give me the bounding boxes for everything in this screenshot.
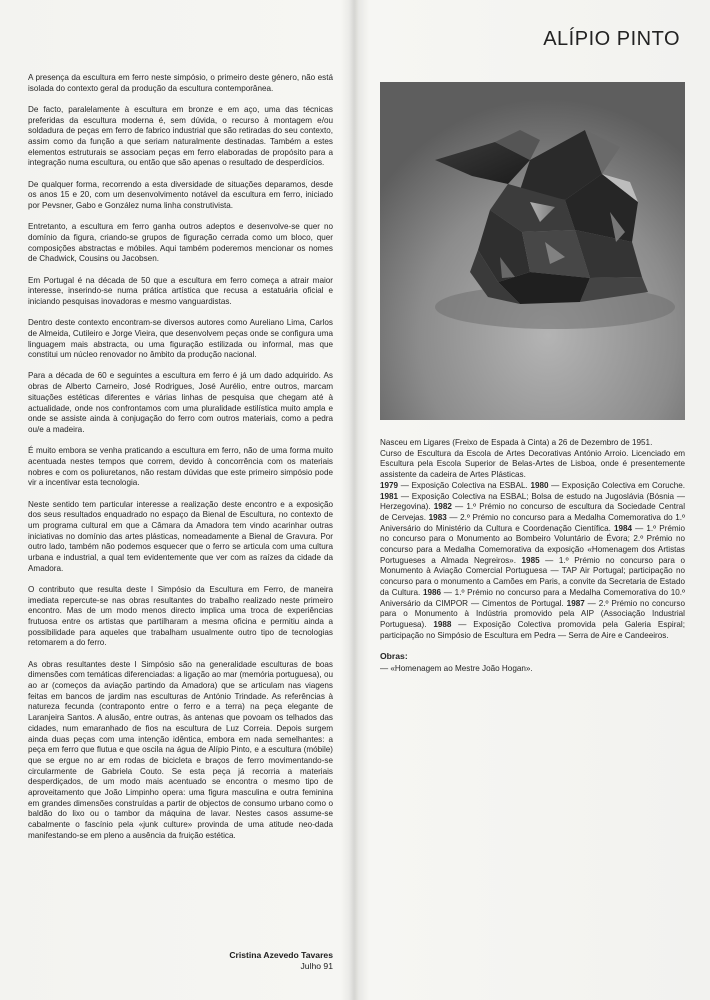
bio-events [380,481,685,642]
sculpture-photo [380,82,685,420]
essay-paragraph: Neste sentido tem particular interesse a realização deste encontro e a exposição dos seus resultados enquadrado no espaço da Bienal de Escultura, no contexto de um programa cultural em que a Câmara da Amadora tem vindo acarinhar outras iniciativas no domínio das artes plásticas, nomeadamente a Bienal de Gravura. Por outro lado, também não podemos esquecer que o ferro se articula com uma cultura urbana e industrial, a qual tem evidentemente que ver com as raízes da cidade da Amadora. [28,499,333,573]
bio-education: Curso de Escultura da Escola de Artes Decorativas António Arroio. Licenciado em Escultura pela Escola Superior de Belas-Artes de Lisboa, onde é presentemente assistente da cadeira de Artes Plásticas. [380,448,685,480]
bio-event-text: — 1.º Prémio no concurso para o Monumento ao Bombeiro Voluntário de Évora; 2.º Prémio no concurso para a Medalha Comemorativa da exposição «Homenagem dos Artistas Portugueses a Almada Negreiros». [380,523,685,565]
bio-event-text: — 1.º Prémio no concurso para a Medalha Comemorativa do 10.º Aniversário da CIMPOR — Cimentos de Portugal. [380,587,685,608]
essay-paragraph: A presença da escultura em ferro neste simpósio, o primeiro deste género, não está isolada do contexto geral da produção da escultura contemporânea. [28,73,333,93]
bio-event-year: 1986 [422,587,442,597]
bio-event-text: — Exposição Colectiva em Coruche. [548,480,685,490]
bio-event-text: — 1.º Prémio no concurso de escultura da Sociedade Central de Cervejas. [380,502,685,522]
sculpture-image [380,82,685,420]
essay-paragraph: As obras resultantes deste I Simpósio são na generalidade esculturas de boas dimensões com temáticas diferenciadas: a ligação ao mar (memória portuguesa), ou ao ar (começos da aviação partindo da Amadora) que se articulam nas viagens feitas em bancos de jardim nas esculturas de António Trindade. As referências à natureza fecunda (contraponto entre o ferro e a terra) na peça elegante de Laranjeira Santos. A alusão, entre outras, às antenas que povoam os telhados das cidades, num emaranhado de fios na escultura de Luz Correia. Depois surgem ainda duas peças com uma intenção idêntica, embora em nada semelhantes: a peça em ferro que flutua e que oscila na água de Alípio Pinto, e a escultura (móbile) que se ergue no ar em rodas de bicicleta e braços de ferro movimentando-se circularmente de Gabriela Couto. Se esta peça já recorria a materiais desperdiçados, de um modo mais acentuado se encontra o mesmo tipo de aproveitamento que João Limpinho opera: uma figura masculina e outra feminina em grandes dimensões construídas a partir de objectos de consumo urbano como o baldão do lixo ou o tambor da máquina de lavar. Nestes casos assume-se cabalmente o fascínio pela «junk culture» provinda de uma atitude neo-dada manifestando-se em pleno a ausência da fruição estética. [28,659,333,840]
bio-event-year: 1988 [433,619,452,629]
essay-paragraph: De qualquer forma, recorrendo a esta diversidade de situações deparamos, desde os anos 15 e 20, com um desenvolvimento notável da escultura em ferro, iniciado por Pevsner, Gabo e González numa linha construtivista. [28,179,333,211]
essay-column [28,73,333,852]
bio-event-year: 1981 [380,491,399,501]
bio-event-year: 1985 [521,555,540,565]
bio-event-year: 1987 [566,598,585,608]
artist-name-heading: ALÍPIO PINTO [543,28,680,50]
essay-paragraph: Dentro deste contexto encontram-se diversos autores como Aureliano Lima, Carlos de Almeida, Cutileiro e Jorge Vieira, que desenvolvem peças onde se configura uma linguagem mais abstracta, ou uma figuração estilizada ou informal, mas que constitui um núcleo renovador no âmbito da produção nacional. [28,318,333,360]
essay-author: Cristina Azevedo Tavares [229,950,333,960]
page-fold [349,0,359,1000]
bio-event-year: 1980 [530,480,549,490]
essay-paragraph: Para a década de 60 e seguintes a escultura em ferro é já um dado adquirido. As obras de Alberto Carneiro, José Rodrigues, José Aurélio, entre outros, marcam situações estéticas diferentes e várias linhas de pesquisa que chegam até à actualidade, onde nos confrontamos com uma pluralidade estilística muito ampla e onde se assiste ainda à conjugação do ferro com outros materiais, como a pedra ou/e a madeira. [28,371,333,434]
bio-event-year: 1982 [433,502,452,512]
bio-event-text: — 1.º Prémio no concurso para o Monumento à Aviação Comercial Portuguesa — TAP Air Portugal; participação no concurso para o monumento a Camões em Paris, a convite da Secretaria de Estado da Cultura. [380,555,685,597]
bio-event-year: 1979 [380,480,399,490]
works-item: — «Homenagem ao Mestre João Hogan». [380,664,533,674]
works-title: Obras: [380,651,408,662]
essay-date: Julho 91 [300,961,333,971]
bio-intro: Nasceu em Ligares (Freixo de Espada à Cinta) a 26 de Dezembro de 1951. [380,438,653,447]
bio-event-text: — Exposição Colectiva na ESBAL; Bolsa de estudo na Jugoslávia (Bósnia — Herzegovina). [380,491,685,512]
bio-event-text: — 2.º Prémio no concurso para o Monumento à Indústria promovido pela AIP (Associação Industrial Portuguesa). [380,598,685,629]
bio-event-text: — Exposição Colectiva na ESBAL. [398,480,531,490]
essay-paragraph: O contributo que resulta deste I Simpósio da Escultura em Ferro, de maneira imediata repercute-se nas obras resultantes do trabalho realizado neste primeiro encontro. Mas de um modo menos directo implica uma troca de experiências frutuosa entre os artistas que partilharam a mesma oficina e permitiu ainda a possibilidade para aqueles que trabalham usualmente outro tipo de tecnologias retomarem a do ferro. [28,584,333,648]
essay-paragraph: Entretanto, a escultura em ferro ganha outros adeptos e desenvolve-se quer no domínio da figura, criando-se grupos de figuração cerrada como um bloco, quer composições abstractas e móbiles. Aqui também poderemos mencionar os nomes de Chadwick, Cousins ou Jacobsen. [28,222,333,264]
essay-paragraph: Em Portugal é na década de 50 que a escultura em ferro começa a atrair maior interesse, inserindo-se numa prática artística que recusa a estatuária oficial e iniciando pesquisas inovadoras e mesmo vanguardistas. [28,275,333,306]
bio-event-year: 1984 [613,523,633,533]
bio-event-text: — 2.º Prémio no concurso para a Medalha Comemorativa do 1.º Aniversário do Ministério da Cultura e Coordenação Científica. [380,512,686,533]
biography-column [380,438,685,675]
bio-event-year: 1983 [428,512,447,522]
essay-signature [200,950,333,972]
essay-paragraph: De facto, paralelamente à escultura em bronze e em aço, uma das técnicas preferidas da escultura moderna é, sem dúvida, o recurso à montagem e/ou soldadura de peças em ferro de fabrico industrial que são retiradas do seu contexto, assim como da função a que seriam naturalmente destinadas. Também a estes elementos estruturais se associam peças em ferro elaboradas de propósito para a integração numa escultura, ou então que são apenas o resultado de desperdícios. [28,104,333,168]
bio-event-text: — Exposição Colectiva promovida pela Galeria Espiral; participação no Simpósio de Escultura em Pedra — Serra de Aire e Candeeiros. [380,619,685,640]
essay-paragraph: É muito embora se venha praticando a escultura em ferro, não de uma forma muito acentuada nestes tempos que correm, devido à concorrência com os materiais nobres e com os poliuretanos, não restam dúvidas que este primeiro simpósio pode vir a incentivar esta tecnologia. [28,446,333,488]
